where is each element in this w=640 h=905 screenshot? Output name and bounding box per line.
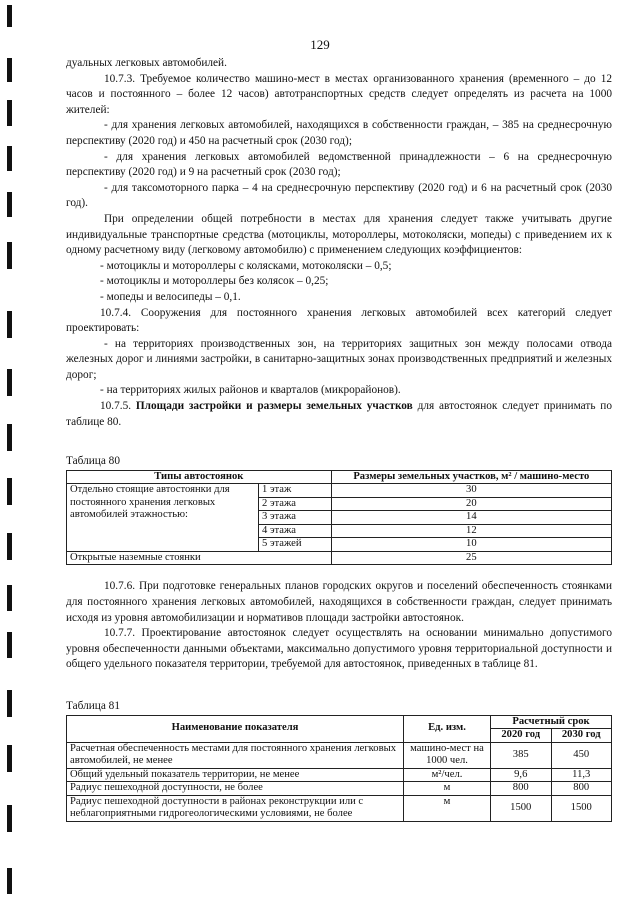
paragraph: дуальных легковых автомобилей. — [66, 57, 227, 69]
table-cell: 385 — [491, 742, 552, 768]
paragraph: - на территориях производственных зон, на территориях защитных зон между полосами отвода железных дорог и линиями застройки, в санитарно-защитных зонах производственных предприятий и железных дорог; — [66, 337, 612, 381]
table-cell: м — [404, 782, 491, 796]
table-cell: 800 — [551, 782, 612, 796]
paragraph: - мопеды и велосипеды – 0,1. — [100, 290, 241, 303]
paragraph: - мотоциклы и мотороллеры без колясок – 0,25; — [100, 275, 329, 288]
table-cell: 14 — [331, 511, 611, 525]
table-header: Размеры земельных участков, м² / машино-место — [331, 470, 611, 484]
table-cell: м²/чел. — [404, 768, 491, 782]
binding-mark — [7, 690, 12, 717]
binding-mark — [7, 58, 12, 82]
table-cell: Радиус пешеходной доступности, не более — [67, 782, 404, 796]
page-number: 129 — [310, 37, 330, 52]
binding-mark — [7, 242, 12, 269]
table-cell: Отдельно стоящие автостоянки для постоянного хранения легковых автомобилей этажностью: — [67, 484, 259, 552]
paragraph: - для хранения легковых автомобилей ведомственной принадлежности – 6 на среднесрочную перспективу (2020 год) и 9 на расчетный срок (2030 год); — [66, 150, 612, 179]
table-cell: 5 этажей — [259, 538, 332, 552]
table-cell: 450 — [551, 742, 612, 768]
table-caption: Таблица 81 — [66, 699, 120, 712]
binding-mark — [7, 745, 12, 772]
table-cell: 800 — [491, 782, 552, 796]
table-header: Расчетный срок — [491, 715, 612, 729]
paragraph: - для таксомоторного парка – 4 на среднесрочную перспективу (2020 год) и 6 на расчетный срок (2030 год). — [66, 181, 612, 210]
paragraph — [66, 399, 612, 430]
table-cell: 9,6 — [491, 768, 552, 782]
binding-mark — [7, 311, 12, 338]
paragraph: При определении общей потребности в местах для хранения следует также учитывать другие индивидуальные транспортные средства (мотоциклы, мотороллеры, мотоколяски, мопеды) с приведением их к одному расчетному виду (легковому автомобилю) с применением следующих коэффициентов: — [66, 212, 612, 257]
paragraph: 10.7.6. При подготовке генеральных планов городских округов и поселений обеспеченность стоянками для постоянного хранения легковых автомобилей, находящихся в собственности граждан, следует принимать исходя из уровня автомобилизации и нормативов площади застройки автостоянок. — [66, 580, 612, 624]
table-cell: 10 — [331, 538, 611, 552]
table-cell: 25 — [331, 551, 611, 565]
binding-mark — [7, 805, 12, 832]
binding-mark — [7, 533, 12, 560]
paragraph: - на территориях жилых районов и кварталов (микрорайонов). — [100, 384, 401, 397]
paragraph-text: для автостоянок следует принимать по таблице 80. — [66, 400, 612, 428]
paragraph: 10.7.4. Сооружения для постоянного хранения легковых автомобилей всех категорий следует проектировать: — [66, 306, 612, 335]
section-number: 10.7.5. — [100, 400, 136, 413]
table-cell: 1500 — [491, 795, 552, 821]
table-cell: машино-мест на 1000 чел. — [404, 742, 491, 768]
table-cell: Общий удельный показатель территории, не менее — [67, 768, 404, 782]
table-cell: м — [404, 795, 491, 821]
table-cell: 30 — [331, 484, 611, 498]
binding-mark — [7, 5, 12, 27]
table-cell: 11,3 — [551, 768, 612, 782]
table-cell: Радиус пешеходной доступности в районах реконструкции или с неблагоприятными гидрогеологическими условиями, не более — [67, 795, 404, 821]
binding-mark — [7, 100, 12, 126]
table-cell: Расчетная обеспеченность местами для постоянного хранения легковых автомобилей, не менее — [67, 742, 404, 768]
table-caption: Таблица 80 — [66, 455, 120, 468]
table-cell: 1500 — [551, 795, 612, 821]
binding-mark — [7, 424, 12, 451]
binding-mark — [7, 632, 12, 658]
table-header: Ед. изм. — [404, 715, 491, 742]
table-header: Типы автостоянок — [67, 470, 332, 484]
table-header: 2030 год — [551, 729, 612, 743]
table-cell: 2 этажа — [259, 497, 332, 511]
table-80 — [66, 470, 612, 566]
table-cell: 1 этаж — [259, 484, 332, 498]
table-cell: 4 этажа — [259, 524, 332, 538]
table-cell: 20 — [331, 497, 611, 511]
table-cell: Открытые наземные стоянки — [67, 551, 332, 565]
table-cell: 3 этажа — [259, 511, 332, 525]
paragraph: - для хранения легковых автомобилей, находящихся в собственности граждан, – 385 на среднесрочную перспективу (2020 год) и 450 на расчетный срок (2030 год); — [66, 119, 612, 147]
page-body — [66, 56, 612, 822]
paragraph: - мотоциклы и мотороллеры с колясками, мотоколяски – 0,5; — [100, 259, 392, 272]
paragraph: 10.7.7. Проектирование автостоянок следует осуществлять на основании минимально допустимого уровня обеспеченности данными объектами, максимально допустимого уровня территориальной доступности и общего удельного показателя территории, требуемой для автостоянок, приведенных в таблице 81. — [66, 627, 612, 671]
binding-mark — [7, 478, 12, 505]
table-cell: 12 — [331, 524, 611, 538]
binding-mark — [7, 369, 12, 396]
binding-mark — [7, 192, 12, 217]
binding-mark — [7, 146, 12, 171]
table-header: Наименование показателя — [67, 715, 404, 742]
binding-mark — [7, 868, 12, 894]
bold-term: Площади застройки и размеры земельных участков — [135, 400, 413, 413]
table-header: 2020 год — [491, 729, 552, 743]
binding-mark — [7, 585, 12, 611]
paragraph: 10.7.3. Требуемое количество машино-мест в местах организованного хранения (временного – до 12 часов и постоянного – более 12 часов) автотранспортных средств следует определять из расчета на 1000 жителей: — [66, 72, 612, 116]
table-81 — [66, 715, 612, 822]
